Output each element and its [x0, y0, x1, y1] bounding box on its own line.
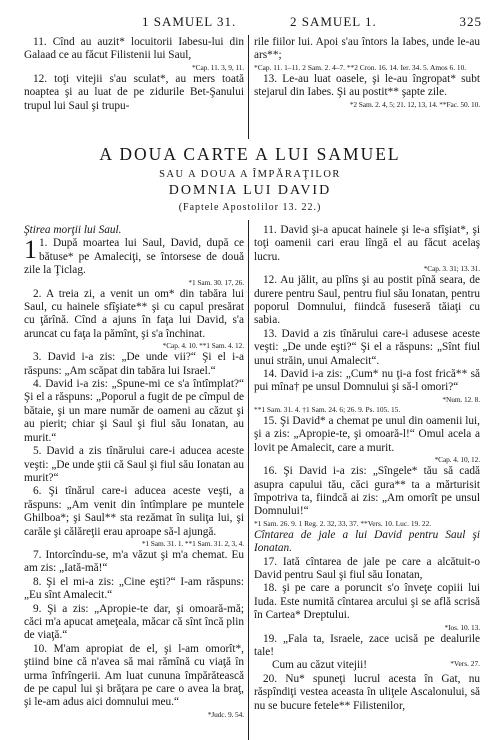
header-left: 1 SAMUEL 31. [142, 14, 237, 29]
verse-line [254, 659, 480, 672]
chapter-number: 1 [24, 235, 37, 265]
verse: 3. David i-a zis: „De unde vii?“ Şi el i-a răspuns: „Am scăpat din tabăra lui Israel.“ [24, 351, 244, 377]
verse: 15. Şi David* a chemat pe unul din oamenii lui, şi a zis: „Apropie-te, şi omoară-l!“ Omul acela a lovit pe Amalecit, care a murit. [254, 414, 480, 454]
cross-reference: *Cap. 4. 10, 12. [434, 455, 480, 465]
heading-reference: (Faptele Apostolilor 13. 22.) [178, 202, 322, 213]
verse: 6. Şi tînărul care-i aducea aceste veşti, a răspuns: „Am venit din întîmplare pe muntele Ghilboa*; şi Saul** sta rezămat în suliţa lui, şi carăle şi călăreţii erau aproape să-l ajungă. [24, 485, 244, 538]
verse: 10. M'am apropiat de el, şi l-am omorît*, ştiind bine că n'avea să mai rămînă cu viaţă în urma înfrîngerii. Am luat cununa împărătească de pe capul lui şi brăţara pe care o avea la braţ, şi le-am adus aici domnului meu.“ [24, 642, 244, 709]
verse: 7. Intorcîndu-se, m'a văzut şi m'a chemat. Eu am zis: „Iată-mă!“ [24, 548, 244, 575]
verse: 11. Cînd au auzit* locuitorii Iabesu-lui din Galaad ce au făcut Filistenii lui Saul, [24, 36, 244, 62]
verse: rile fiilor lui. Apoi s'au întors la Iabes, unde le-au ars**; [254, 36, 480, 62]
section-heading: DOMNIA LUI DAVID [168, 183, 332, 198]
book-title-block [0, 144, 500, 213]
cross-reference: *Vers. 27. [450, 659, 480, 669]
verse: 12. toţi vitejii s'au sculat*, au mers toată noaptea şi au luat de pe zidurile Bet-Şanului trupul lui Saul şi trupu- [24, 72, 244, 112]
verse-text: Cum au căzut vitejii! [272, 659, 368, 672]
verse-text: 1. După moartea lui Saul, David, după ce bătuse* pe Amaleciţi, se întorsese de două zile la Ţiclag. [24, 237, 244, 277]
verse: 13. Le-au luat oasele, şi le-au îngropat* subt stejarul din Iabes. Şi au postit** şapte zile. [254, 72, 480, 99]
verse [24, 237, 244, 277]
book-title: A DOUA CARTE A LUI SAMUEL [99, 144, 401, 164]
verse: 4. David i-a zis: „Spune-mi ce s'a întîmplat?“ Şi el a răspuns: „Poporul a fugit de pe cîmpul de bătaie, şi un mare număr de oameni au căzut şi au pierit; chiar şi Saul şi fiul său Ionatan, au murit.“ [24, 378, 244, 444]
cross-reference: *Cap. 11. 3, 9, 11. [192, 62, 244, 72]
cross-reference: *1 Sam. 31. 1. **1 Sam. 31. 2, 3, 4. [141, 538, 244, 548]
cross-reference: **1 Sam. 31. 4. †1 Sam. 24. 6; 26. 9. Ps. 105. 15. [254, 404, 401, 414]
cross-reference: *2 Sam. 2. 4, 5; 21. 12, 13, 14. **Fac. 50. 10. [349, 99, 480, 109]
cross-reference: *Cap. 3. 31; 13. 31. [423, 264, 480, 274]
verse: 13. David a zis tînărului care-i adusese aceste veşti: „De unde eşti?“ Şi el a răspuns: „Sînt fiul unui străin, unui Amalecit“. [254, 327, 480, 367]
top-left-column [24, 36, 244, 113]
verse: 5. David a zis tînărului care-i aducea aceste veşti: „De unde ştii că Saul şi fiul său Ionatan au murit?“ [24, 445, 244, 484]
cross-reference: *Judc. 9. 54. [207, 709, 244, 719]
verse: 16. Şi David i-a zis: „Sîngele* tău să cadă asupra capului tău, căci gura** ta a mărturisit împotriva ta, fiindcă ai zis: „Am omorît pe unsul Domnului!“ [254, 465, 480, 518]
cross-reference: *1 Sam. 30. 17, 26. [188, 277, 244, 287]
verse: 12. Au jălit, au plîns şi au postit pînă seara, de durere pentru Saul, pentru fiul său Ionatan, pentru poporul Domnului, fiindcă fuseseră tăiaţi cu sabia. [254, 274, 480, 327]
verse: 2. A treia zi, a venit un om* din tabăra lui Saul, cu hainele sfîşiate** şi cu capul presărat cu ţărînă. Cînd a ajuns în faţa lui David, s'a aruncat cu faţa la pămînt, şi s'a închinat. [24, 287, 244, 340]
top-right-column [254, 36, 480, 110]
left-column [24, 224, 244, 720]
verse: 17. Iată cîntarea de jale pe care a alcătuit-o David pentru Saul şi fiul său Ionatan, [254, 555, 480, 581]
column-divider [248, 220, 249, 740]
header-right: 2 SAMUEL 1. [290, 14, 377, 29]
verse: 11. David şi-a apucat hainele şi le-a sfîşiat*, şi toţi oamenii cari erau lîngă el au făcut acelaş lucru. [254, 224, 480, 263]
section-title: Ştirea morţii lui Saul. [24, 224, 122, 236]
cross-reference: *Cap. 4. 10. **1 Sam. 4. 12. [162, 341, 244, 351]
cross-reference: *Cap. 11. 1–11. 2 Sam. 2. 4–7. **2 Cron. 16. 14. Ier. 34. 5. Amos 6. 10. [254, 62, 467, 72]
cross-reference: *1 Sam. 26. 9. 1 Reg. 2. 32, 33, 37. **Vers. 10. Luc. 19. 22. [254, 518, 432, 528]
running-header [24, 14, 482, 30]
cross-reference: *Ios. 10. 13. [444, 622, 480, 632]
cross-reference: *Num. 12. 8. [442, 394, 480, 404]
verse: 8. Şi el mi-a zis: „Cine eşti?“ I-am răspuns: „Eu sînt Amalecit.“ [24, 575, 244, 602]
verse: 9. Şi a zis: „Apropie-te dar, şi omoară-mă; căci m'a apucat ameţeala, măcar că sînt încă plin de viaţă.“ [24, 602, 244, 642]
page-number: 325 [459, 14, 482, 29]
book-subtitle: SAU A DOUA A ÎMPĂRAŢILOR [159, 169, 341, 180]
section-title: Cîntarea de jale a lui David pentru Saul şi Ionatan. [254, 528, 480, 555]
verse: 18. şi pe care a poruncit s'o înveţe copiii lui Iuda. Este numită cîntarea arcului şi se află scrisă în Cartea* Dreptului. [254, 582, 480, 622]
verse: 20. Nu* spuneţi lucrul acesta în Gat, nu răspîndiţi vestea aceasta în uliţele Ascalonului, să nu se bucure fetele** Filistenilor, [254, 672, 480, 712]
column-divider-top [248, 35, 249, 139]
verse: 19. „Fala ta, Israele, zace ucisă pe dealurile tale! [254, 632, 480, 658]
verse: 14. David i-a zis: „Cum* nu ţi-a fost frică** să pui mîna† pe unsul Domnului şi să-l omori?“ [254, 368, 480, 394]
right-column [254, 224, 480, 713]
